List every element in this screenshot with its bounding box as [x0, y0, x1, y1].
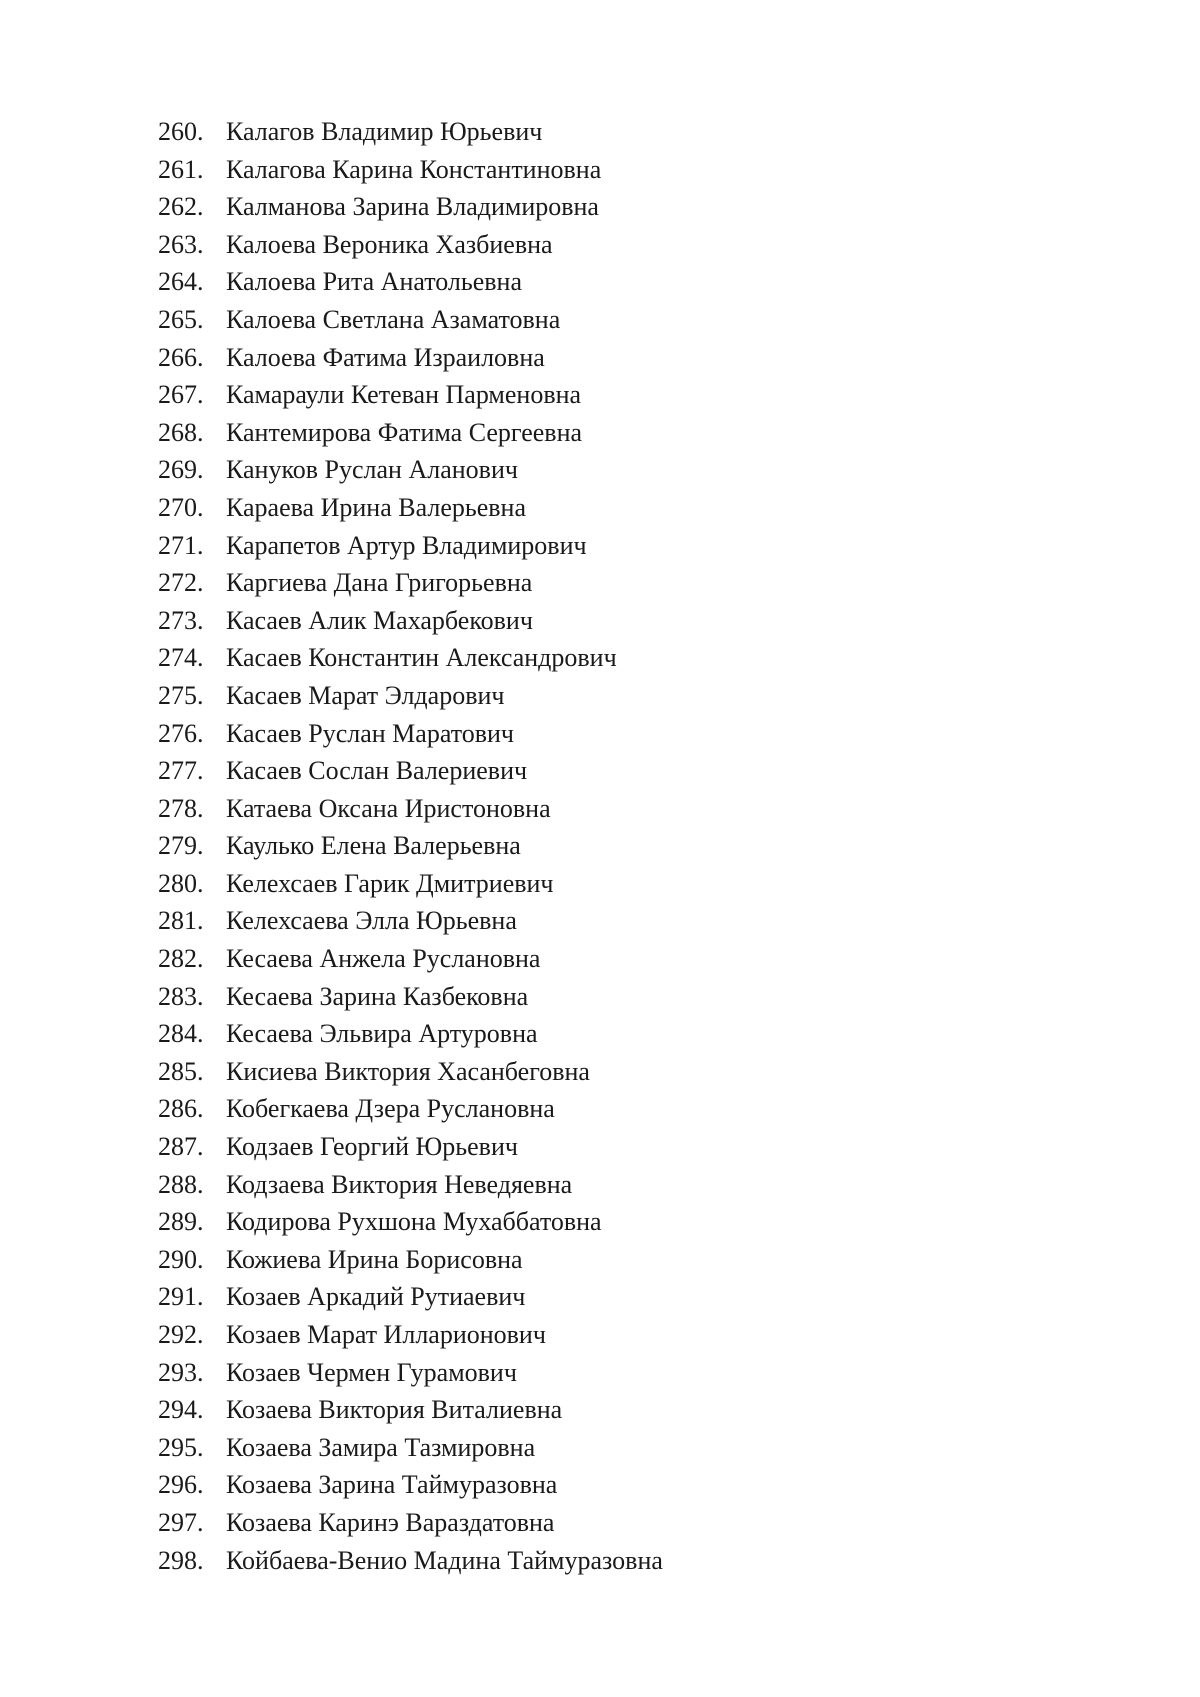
item-number: 295.: [158, 1432, 204, 1462]
list-item: [158, 414, 663, 452]
item-name: Калманова Зарина Владимировна: [226, 192, 599, 222]
item-name: Камараули Кетеван Парменовна: [226, 380, 582, 410]
list-item: [158, 1391, 663, 1429]
item-number: 273.: [158, 605, 204, 635]
list-item: [158, 602, 663, 640]
item-name: Кодирова Рухшона Мухаббатовна: [226, 1207, 602, 1237]
item-name: Касаев Руслан Маратович: [226, 718, 514, 748]
list-item: [158, 790, 663, 828]
item-number: 274.: [158, 643, 204, 673]
list-item: [158, 376, 663, 414]
item-number: 291.: [158, 1282, 204, 1312]
item-name: Козаев Марат Илларионович: [226, 1320, 546, 1349]
item-number: 285.: [158, 1056, 204, 1086]
list-item: [158, 113, 663, 151]
item-number: 278.: [158, 793, 204, 823]
list-item: [158, 451, 663, 489]
item-number: 264.: [158, 267, 204, 297]
item-number: 271.: [158, 530, 204, 560]
item-name: Катаева Оксана Иристоновна: [226, 793, 551, 823]
item-name: Кожиева Ирина Борисовна: [226, 1244, 523, 1274]
item-name: Каргиева Дана Григорьевна: [226, 568, 533, 598]
list-item: [158, 226, 663, 264]
list-item: [158, 527, 663, 565]
item-name: Кесаева Анжела Руслановна: [226, 944, 541, 974]
item-number: 277.: [158, 756, 204, 786]
item-name: Козаева Виктория Виталиевна: [226, 1395, 563, 1425]
item-name: Козаева Каринэ Вараздатовна: [226, 1507, 555, 1537]
item-name: Кесаева Зарина Казбековна: [226, 981, 529, 1011]
item-number: 272.: [158, 568, 204, 598]
item-name: Козаева Замира Тазмировна: [226, 1432, 536, 1462]
list-item: [158, 1354, 663, 1392]
list-item: [158, 188, 663, 226]
item-name: Кодзаев Георгий Юрьевич: [226, 1132, 518, 1162]
item-name: Касаев Марат Элдарович: [226, 680, 505, 710]
item-number: 290.: [158, 1244, 204, 1274]
item-number: 268.: [158, 417, 204, 447]
item-number: 282.: [158, 944, 204, 974]
item-number: 281.: [158, 906, 204, 936]
list-item: [158, 1053, 663, 1091]
item-name: Калоева Светлана Азаматовна: [226, 304, 561, 334]
list-item: [158, 1504, 663, 1542]
item-number: 293.: [158, 1357, 204, 1387]
item-number: 275.: [158, 680, 204, 710]
item-name: Кисиева Виктория Хасанбеговна: [226, 1056, 590, 1086]
item-name: Калагов Владимир Юрьевич: [226, 117, 543, 146]
list-item: [158, 677, 663, 715]
item-number: 276.: [158, 718, 204, 748]
item-number: 263.: [158, 229, 204, 259]
item-number: 267.: [158, 380, 204, 410]
list-item: [158, 902, 663, 940]
list-item: [158, 1278, 663, 1316]
list-item: [158, 263, 663, 301]
list-item: [158, 752, 663, 790]
item-name: Калагова Карина Константиновна: [226, 154, 602, 184]
list-item: [158, 1429, 663, 1467]
item-number: 292.: [158, 1320, 204, 1349]
item-number: 286.: [158, 1094, 204, 1124]
item-name: Калоева Фатима Израиловна: [226, 342, 545, 372]
list-item: [158, 1241, 663, 1279]
item-number: 260.: [158, 117, 204, 146]
item-number: 265.: [158, 304, 204, 334]
item-number: 266.: [158, 342, 204, 372]
item-name: Кесаева Эльвира Артуровна: [226, 1019, 538, 1049]
list-item: [158, 564, 663, 602]
item-number: 298.: [158, 1545, 204, 1575]
item-name: Касаев Константин Александрович: [226, 643, 617, 673]
item-name: Козаев Аркадий Рутиаевич: [226, 1282, 526, 1312]
list-item: [158, 715, 663, 753]
list-item: [158, 639, 663, 677]
item-number: 297.: [158, 1507, 204, 1537]
name-list: [158, 113, 663, 1579]
item-name: Кодзаева Виктория Неведяевна: [226, 1169, 573, 1199]
item-number: 296.: [158, 1470, 204, 1500]
item-number: 261.: [158, 154, 204, 184]
item-name: Келехсаев Гарик Дмитриевич: [226, 868, 554, 898]
item-name: Кануков Руслан Аланович: [226, 455, 518, 485]
item-name: Кобегкаева Дзера Руслановна: [226, 1094, 555, 1124]
item-number: 279.: [158, 831, 204, 861]
list-item: [158, 1015, 663, 1053]
item-name: Козаева Зарина Таймуразовна: [226, 1470, 558, 1500]
list-item: [158, 1466, 663, 1504]
item-number: 269.: [158, 455, 204, 485]
list-item: [158, 1128, 663, 1166]
item-name: Караева Ирина Валерьевна: [226, 492, 526, 522]
item-number: 262.: [158, 192, 204, 222]
list-item: [158, 1542, 663, 1580]
item-number: 284.: [158, 1019, 204, 1049]
list-item: [158, 1203, 663, 1241]
list-item: [158, 978, 663, 1016]
list-item: [158, 151, 663, 189]
list-item: [158, 865, 663, 903]
item-number: 294.: [158, 1395, 204, 1425]
list-item: [158, 1090, 663, 1128]
list-item: [158, 489, 663, 527]
item-name: Кантемирова Фатима Сергеевна: [226, 417, 583, 447]
item-name: Каулько Елена Валерьевна: [226, 831, 521, 861]
item-name: Калоева Рита Анатольевна: [226, 267, 523, 297]
item-number: 280.: [158, 868, 204, 898]
list-item: [158, 940, 663, 978]
item-number: 270.: [158, 492, 204, 522]
item-name: Карапетов Артур Владимирович: [226, 530, 587, 560]
list-item: [158, 1166, 663, 1204]
item-name: Калоева Вероника Хазбиевна: [226, 229, 553, 259]
item-number: 288.: [158, 1169, 204, 1199]
item-number: 283.: [158, 981, 204, 1011]
item-number: 287.: [158, 1132, 204, 1162]
item-name: Касаев Алик Махарбекович: [226, 605, 533, 635]
list-item: [158, 1316, 663, 1354]
item-name: Келехсаева Элла Юрьевна: [226, 906, 517, 936]
item-name: Козаев Чермен Гурамович: [226, 1357, 517, 1387]
list-item: [158, 301, 663, 339]
item-number: 289.: [158, 1207, 204, 1237]
item-name: Койбаева-Венио Мадина Таймуразовна: [226, 1545, 663, 1575]
item-name: Касаев Сослан Валериевич: [226, 756, 528, 786]
list-item: [158, 339, 663, 377]
list-item: [158, 827, 663, 865]
